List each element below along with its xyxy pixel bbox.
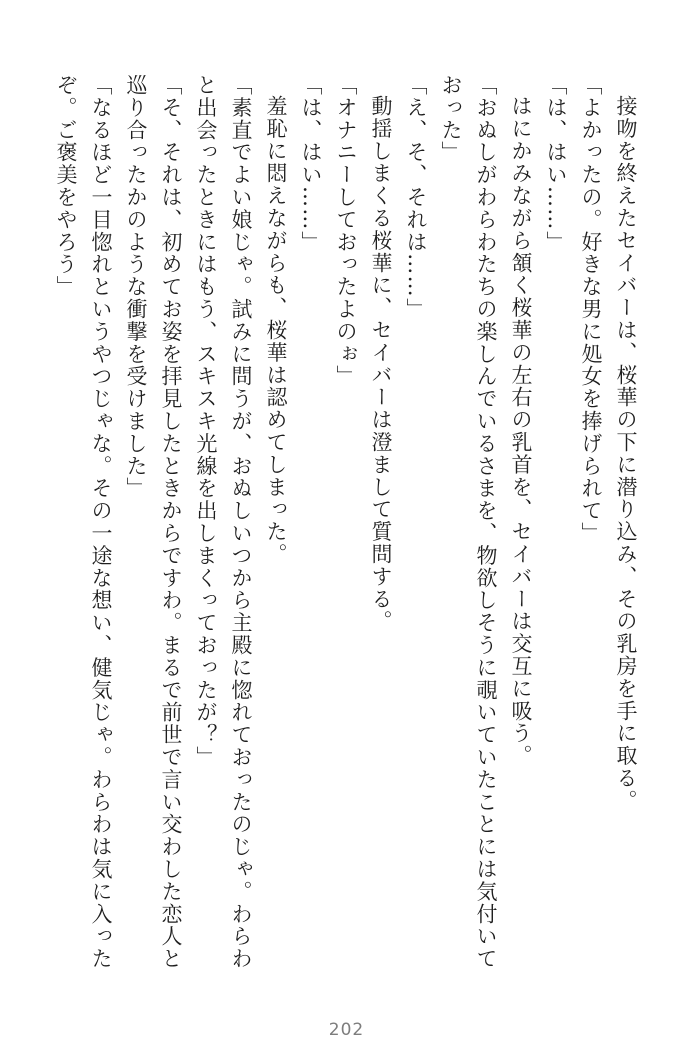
paragraph: 動揺しまくる桜華に、セイバーは澄まして質問する。 xyxy=(369,95,393,633)
paragraph: 「そ、それは、初めてお姿を拝見したときからですわ。まるで前世で言い交わした恋人と巡り合ったかのような衝撃を受けました」 xyxy=(124,74,183,970)
page-number: 202 xyxy=(328,1020,365,1040)
paragraph: 「え、そ、それは……」 xyxy=(404,74,428,321)
paragraph: 「は、はい……」 xyxy=(544,74,568,254)
paragraph: はにかみながら頷く桜華の左右の乳首を、セイバーは交互に吸う。 xyxy=(509,95,533,767)
paragraph: 「素直でよい娘じゃ。試みに問うが、おぬしいつから主殿に惚れておったのじゃ。わらわと出会ったときにはもう、スキスキ光線を出しまくっておったが？」 xyxy=(194,74,253,970)
paragraph: 「なるほど一目惚れというやつじゃな。その一途な想い、健気じゃ。わらわは気に入ったぞ。ご褒美をやろう」 xyxy=(54,74,113,970)
paragraph: 「は、はい……」 xyxy=(299,74,323,254)
paragraph: 「おぬしがわらわたちの楽しんでいるさまを、物欲しそうに覗いていたことには気付いておった」 xyxy=(439,74,498,970)
paragraph: 接吻を終えたセイバーは、桜華の下に潜り込み、その乳房を手に取る。 xyxy=(614,95,638,812)
paragraph: 「よかったの。好きな男に処女を捧げられて」 xyxy=(579,74,603,545)
paragraph: 「オナニーしておったよのぉ」 xyxy=(334,74,358,388)
page-text-block xyxy=(48,74,643,974)
paragraph: 羞恥に悶えながらも、桜華は認めてしまった。 xyxy=(264,95,288,566)
